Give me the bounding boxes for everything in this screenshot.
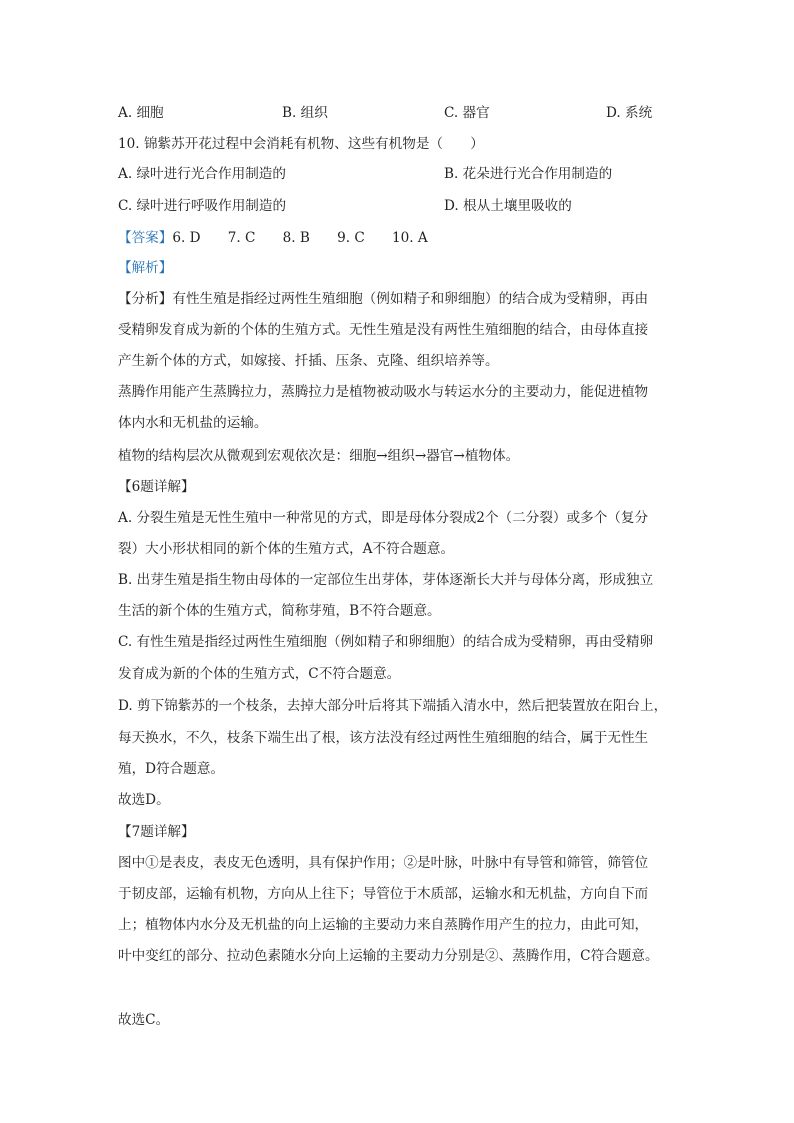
q6-line: B. 出芽生殖是指生物由母体的一定部位生出芽体，芽体逐渐长大并与母体分离，形成独立 (118, 572, 654, 588)
q10-option-d: D. 根从土壤里吸收的 (444, 198, 572, 214)
analysis-line: 植物的结构层次从微观到宏观依次是：细胞→组织→器官→植物体。 (118, 448, 520, 464)
q6-line: 生活的新个体的生殖方式，简称芽殖，B不符合题意。 (118, 603, 441, 619)
q9-option-c: C. 器官 (444, 105, 490, 121)
q6-line: C. 有性生殖是指经过两性生殖细胞（例如精子和卵细胞）的结合成为受精卵，再由受精卵 (118, 634, 654, 650)
q9-option-b: B. 组织 (282, 105, 328, 121)
q6-line: D. 剪下锦紫苏的一个枝条，去掉大部分叶后将其下端插入清水中，然后把装置放在阳台上， (118, 698, 668, 714)
q10-option-a: A. 绿叶进行光合作用制造的 (118, 166, 286, 182)
answer-tag: 【答案】 (118, 230, 173, 246)
q9-option-a: A. 细胞 (118, 105, 164, 121)
q10-option-b: B. 花朵进行光合作用制造的 (444, 166, 613, 182)
q7-conclusion: 故选C。 (118, 1012, 170, 1028)
q6-title: 【6题详解】 (118, 479, 195, 495)
q7-line: 叶中变红的部分、拉动色素随水分向上运输的主要动力分别是②、蒸腾作用，C符合题意。 (118, 948, 659, 964)
q9-option-d: D. 系统 (606, 105, 653, 121)
q7-line: 上；植物体内水分及无机盐的向上运输的主要动力来自蒸腾作用产生的拉力，由此可知， (118, 917, 649, 933)
q6-conclusion: 故选D。 (118, 792, 170, 808)
q6-line: A. 分裂生殖是无性生殖中一种常见的方式，即是母体分裂成2个（二分裂）或多个（复分 (118, 510, 649, 526)
answer-line (118, 228, 428, 248)
q6-line: 殖，D符合题意。 (118, 761, 225, 777)
q7-title: 【7题详解】 (118, 824, 195, 840)
answer-text: 6. D 7. C 8. B 9. C 10. A (172, 230, 428, 246)
analysis-line: 【分析】有性生殖是指经过两性生殖细胞（例如精子和卵细胞）的结合成为受精卵，再由 (118, 291, 649, 307)
analysis-line: 产生新个体的方式，如嫁接、扦插、压条、克隆、组织培养等。 (118, 353, 499, 369)
q10-option-c: C. 绿叶进行呼吸作用制造的 (118, 198, 287, 214)
q6-line: 发育成为新的个体的生殖方式，C不符合题意。 (118, 666, 401, 682)
analysis-line: 受精卵发育成为新的个体的生殖方式。无性生殖是没有两性生殖细胞的结合，由母体直接 (118, 322, 649, 338)
q6-line: 裂）大小形状相同的新个体的生殖方式，A不符合题意。 (118, 541, 455, 557)
q10-stem: 10. 锦紫苏开花过程中会消耗有机物、这些有机物是（ ） (118, 136, 484, 152)
analysis-line: 蒸腾作用能产生蒸腾拉力，蒸腾拉力是植物被动吸水与转运水分的主要动力，能促进植物 (118, 384, 649, 400)
q7-line: 图中①是表皮，表皮无色透明，具有保护作用；②是叶脉，叶脉中有导管和筛管，筛管位 (118, 855, 649, 871)
analysis-tag: 【解析】 (118, 260, 173, 276)
analysis-line: 体内水和无机盐的运输。 (118, 415, 268, 431)
q7-line: 于韧皮部，运输有机物，方向从上往下；导管位于木质部，运输水和无机盐，方向自下而 (118, 886, 649, 902)
q6-line: 每天换水，不久，枝条下端生出了根，该方法没有经过两性生殖细胞的结合，属于无性生 (118, 730, 649, 746)
